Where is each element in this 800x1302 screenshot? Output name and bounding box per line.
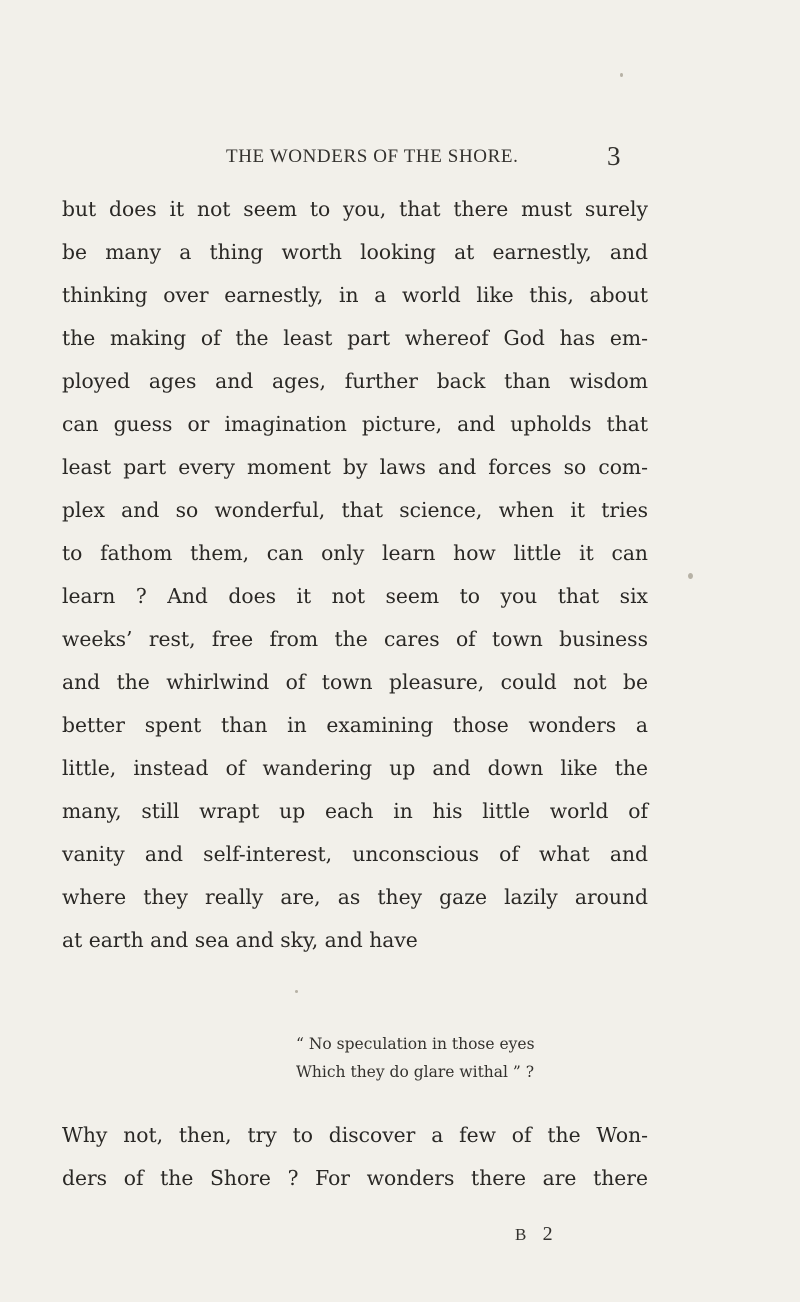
- text-line: where they really are, as they gaze lazily around: [62, 885, 648, 909]
- paper-speck: [620, 73, 623, 77]
- paper-speck: [688, 573, 693, 579]
- text-line: little, instead of wandering up and down like the: [62, 756, 648, 780]
- main-paragraph: [62, 188, 648, 962]
- signature-letter: B: [515, 1225, 533, 1244]
- running-header: THE WONDERS OF THE SHORE.: [226, 146, 519, 167]
- quote-line: “ No speculation in those eyes: [296, 1035, 535, 1053]
- text-line: weeks’ rest, free from the cares of town business: [62, 627, 648, 651]
- text-line: vanity and self-interest, unconscious of what and: [62, 842, 648, 866]
- text-line: thinking over earnestly, in a world like this, about: [62, 283, 648, 307]
- closing-paragraph: [62, 1114, 648, 1200]
- text-line: ployed ages and ages, further back than wisdom: [62, 369, 648, 393]
- paper-speck: [295, 990, 298, 993]
- text-line: learn ? And does it not seem to you that six: [62, 584, 648, 608]
- text-line: and the whirlwind of town pleasure, could not be: [62, 670, 648, 694]
- verse-quotation: [296, 1030, 535, 1086]
- text-line: but does it not seem to you, that there must surely: [62, 197, 648, 221]
- text-line: least part every moment by laws and forces so com-: [62, 455, 648, 479]
- text-line: at earth and sea and sky, and have: [62, 928, 418, 952]
- text-line: be many a thing worth looking at earnestly, and: [62, 240, 648, 264]
- text-line: ders of the Shore ? For wonders there are there: [62, 1166, 648, 1190]
- quote-line: Which they do glare withal ” ?: [296, 1063, 535, 1081]
- signature-mark: [515, 1223, 559, 1246]
- page-number: 3: [607, 141, 621, 171]
- text-line: Why not, then, try to discover a few of the Won-: [62, 1123, 648, 1147]
- text-line: plex and so wonderful, that science, when it tries: [62, 498, 648, 522]
- signature-number: 2: [542, 1223, 559, 1245]
- text-line: the making of the least part whereof God has em-: [62, 326, 648, 350]
- text-line: can guess or imagination picture, and upholds that: [62, 412, 648, 436]
- text-line: many, still wrapt up each in his little world of: [62, 799, 648, 823]
- text-line: better spent than in examining those wonders a: [62, 713, 648, 737]
- text-line: to fathom them, can only learn how little it can: [62, 541, 648, 565]
